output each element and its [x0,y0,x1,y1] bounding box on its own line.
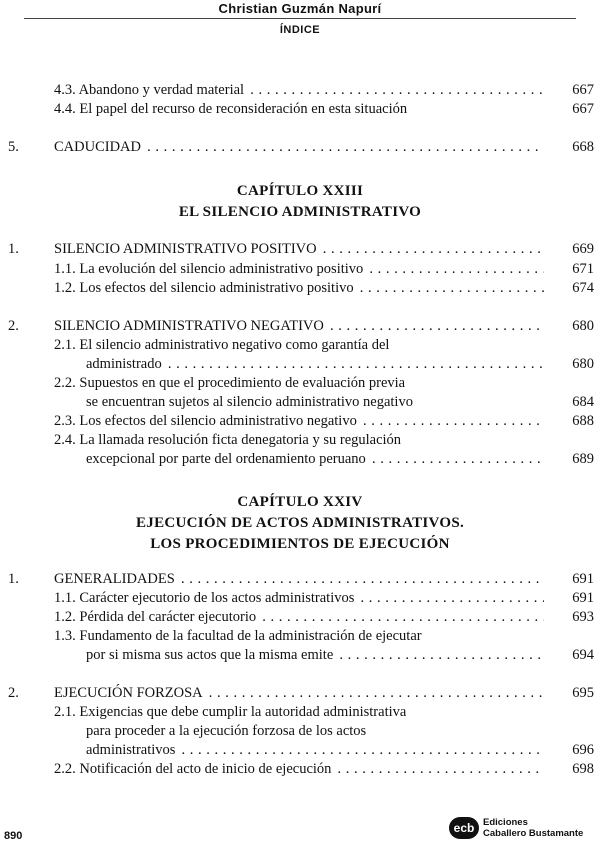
entry-text: administrado [86,356,162,372]
entry-text: administrativos [86,742,176,758]
entry-text: 4.3. Abandono y verdad material [54,82,245,98]
entry-page: 668 [572,139,594,155]
entry-text: CADUCIDAD [54,139,141,155]
entry-text: SILENCIO ADMINISTRATIVO POSITIVO [54,241,317,257]
entry-text: 2.4. La llamada resolución ficta denegatoria y su regulación [54,432,402,448]
entry-page: 691 [572,590,594,606]
entry-page: 696 [572,742,594,758]
toc-entry [0,136,600,158]
toc-entry [0,758,600,780]
entry-page: 667 [572,101,594,117]
toc-entry [0,448,600,470]
entry-number: 2. [8,318,19,334]
page-number: 890 [4,830,23,842]
entry-text: 2.3. Los efectos del silencio administrativo negativo [54,413,357,429]
entry-text: 1.2. Los efectos del silencio administrativo positivo [54,280,354,296]
entry-text: por si misma sus actos que la misma emite [86,647,334,663]
publisher-logo [449,815,599,841]
section-title: ÍNDICE [279,24,321,36]
entry-number: 2. [8,685,19,701]
entry-text: 2.2. Supuestos en que el procedimiento de evaluación previa [54,375,406,391]
toc-entry [0,238,600,260]
chapter-subtitle-2: LOS PROCEDIMIENTOS DE EJECUCIÓN [150,536,450,552]
entry-text: 1.3. Fundamento de la facultad de la administración de ejecutar [54,628,422,644]
entry-page: 689 [572,451,594,467]
header-rule [24,18,576,19]
entry-page: 684 [572,394,594,410]
chapter-subtitle: EL SILENCIO ADMINISTRATIVO [178,204,422,220]
entry-page: 693 [572,609,594,625]
entry-page: 698 [572,761,594,777]
entry-number: 5. [8,139,19,155]
entry-number: 1. [8,571,19,587]
entry-text: para proceder a la ejecución forzosa de los actos [86,723,367,739]
entry-page: 694 [572,647,594,663]
publisher-line-2: Caballero Bustamante [483,828,584,839]
entry-page: 688 [572,413,594,429]
entry-page: 669 [572,241,594,257]
entry-text: se encuentran sujetos al silencio administrativo negativo [86,394,413,410]
entry-page: 691 [572,571,594,587]
entry-text: GENERALIDADES [54,571,175,587]
entry-text: EJECUCIÓN FORZOSA [54,685,203,701]
toc-entry [0,277,600,299]
book-author: Christian Guzmán Napurí [218,1,382,16]
entry-page: 680 [572,318,594,334]
running-header [0,0,600,36]
entry-number: 1. [8,241,19,257]
chapter-heading [0,181,600,223]
entry-text: 1.1. Carácter ejecutorio de los actos administrativos [54,590,355,606]
entry-text: excepcional por parte del ordenamiento peruano [86,451,366,467]
chapter-title: CAPÍTULO XXIV [237,494,363,510]
entry-text: 2.1. Exigencias que debe cumplir la autoridad administrativa [54,704,407,720]
entry-text: 1.2. Pérdida del carácter ejecutorio [54,609,257,625]
chapter-heading [0,492,600,555]
entry-text: 4.4. El papel del recurso de reconsideración en esta situación [54,101,408,117]
entry-text: 2.2. Notificación del acto de inicio de ejecución [54,761,332,777]
toc-entry [0,98,600,120]
publisher-name [483,817,583,839]
entry-text: 1.1. La evolución del silencio administrativo positivo [54,261,364,277]
entry-text: 2.1. El silencio administrativo negativo como garantía del [54,337,390,353]
entry-page: 695 [572,685,594,701]
entry-page: 680 [572,356,594,372]
chapter-title: CAPÍTULO XXIII [236,183,364,199]
toc-entry [0,644,600,666]
entry-page: 667 [572,82,594,98]
entry-text: SILENCIO ADMINISTRATIVO NEGATIVO [54,318,324,334]
entry-page: 671 [572,261,594,277]
ecb-logo-icon: ecb [449,817,479,839]
publisher-line-1: Ediciones [483,817,528,828]
entry-page: 674 [572,280,594,296]
chapter-subtitle: EJECUCIÓN DE ACTOS ADMINISTRATIVOS. [135,515,465,531]
